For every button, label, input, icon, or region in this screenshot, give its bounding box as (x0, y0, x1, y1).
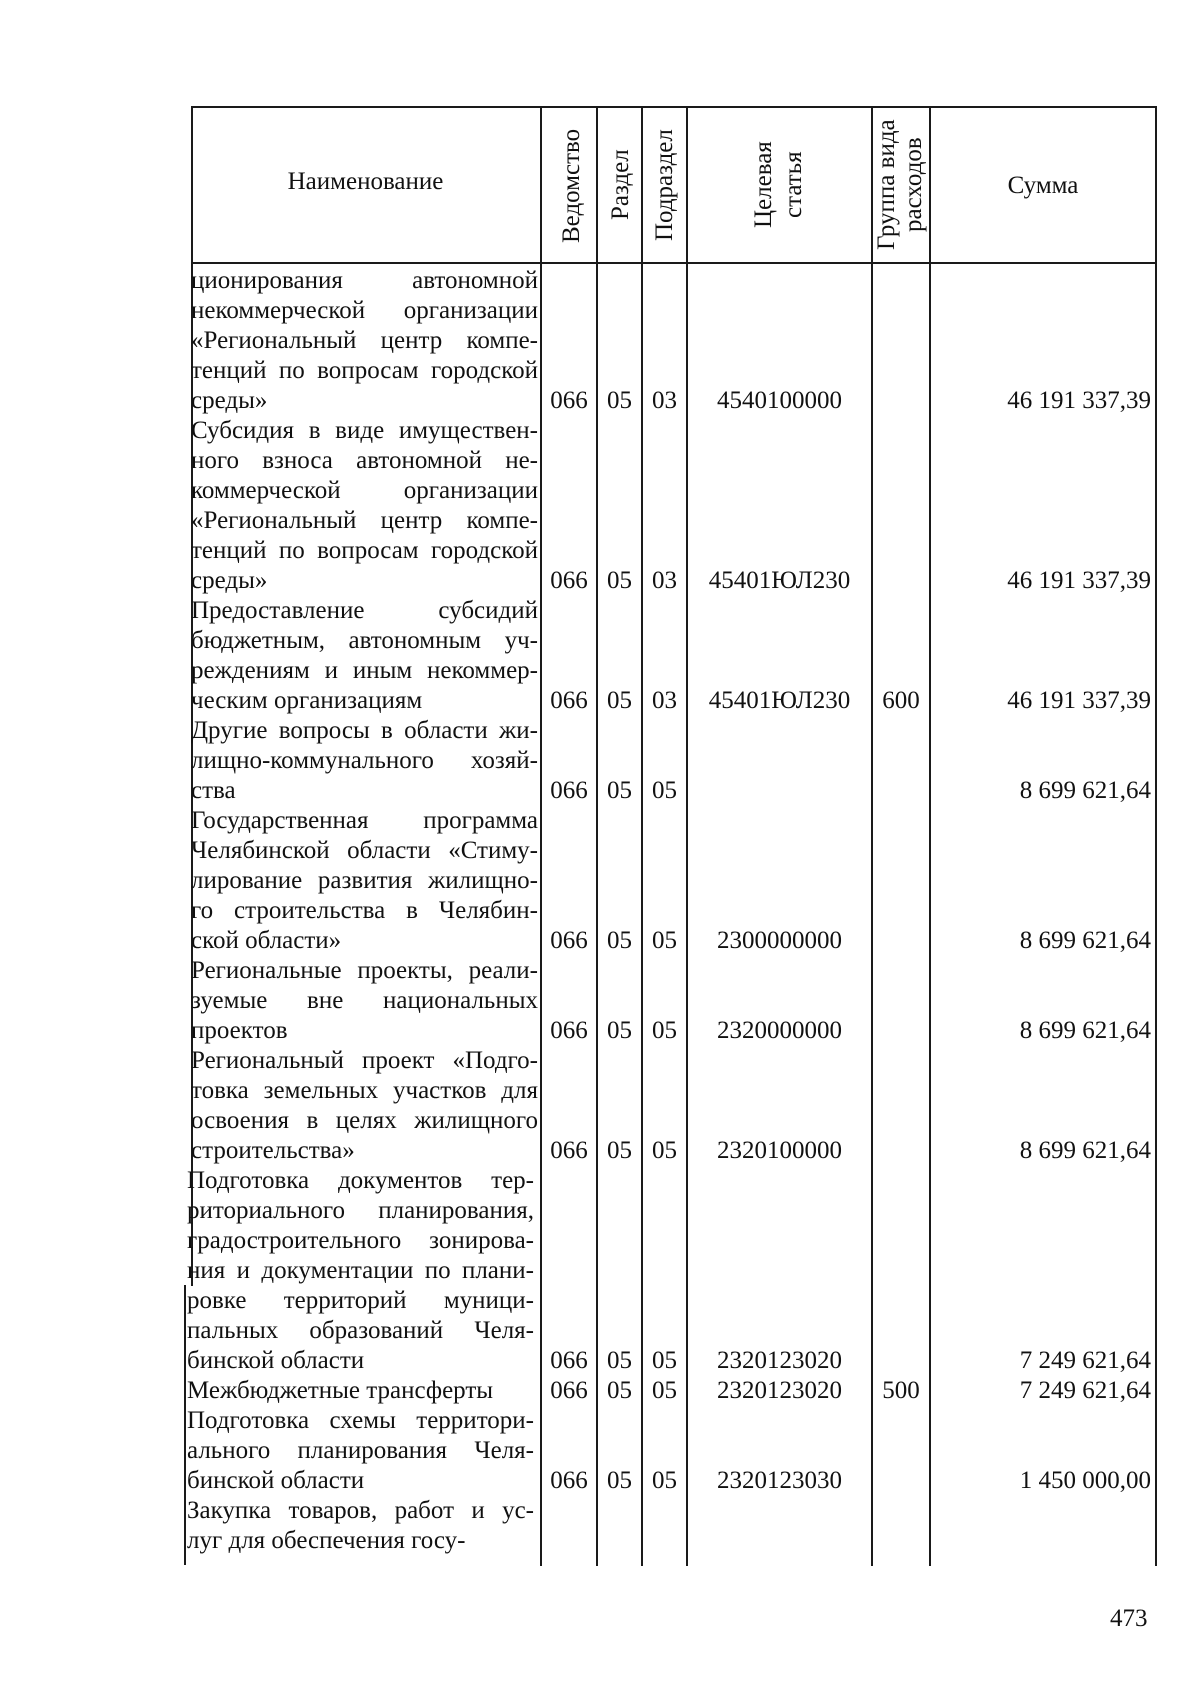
row-celevaya: 2320100000 (717, 1137, 842, 1164)
page-number: 473 (1110, 1605, 1148, 1632)
row-name-line: риториального планирования, (187, 1197, 534, 1224)
column-divider-right (1155, 106, 1157, 1566)
row-vedomstvo: 066 (550, 1017, 588, 1044)
row-name-line: некоммерческой организации (191, 297, 538, 324)
row-name-line: ровке территорий муници- (187, 1287, 534, 1314)
header-bottom-border (191, 262, 1157, 264)
row-podrazdel: 05 (652, 1347, 677, 1374)
row-name-line: градостроительного зонирова- (187, 1227, 534, 1254)
row-podrazdel: 05 (652, 1017, 677, 1044)
row-name-line: среды» (191, 387, 268, 414)
row-razdel: 05 (607, 687, 632, 714)
row-name-line: освоения в целях жилищного (191, 1107, 538, 1134)
row-name-line: тенций по вопросам городской (191, 537, 538, 564)
row-name-line: Подготовка схемы территори- (187, 1407, 534, 1434)
row-name-line: тенций по вопросам городской (191, 357, 538, 384)
row-summa: 8 699 621,64 (1019, 927, 1151, 954)
row-vedomstvo: 066 (550, 687, 588, 714)
row-podrazdel: 05 (652, 927, 677, 954)
row-vedomstvo: 066 (550, 1137, 588, 1164)
header-name: Наименование (287, 168, 444, 195)
row-name-line: лирование развития жилищно- (191, 867, 538, 894)
row-name-line: ного взноса автономной не- (191, 447, 538, 474)
header-gruppa-line2: расходов (900, 137, 927, 233)
row-podrazdel: 03 (652, 687, 677, 714)
row-name-line: ской области» (191, 927, 342, 954)
row-name (191, 416, 538, 596)
row-razdel: 05 (607, 777, 632, 804)
row-summa: 1 450 000,00 (1019, 1467, 1151, 1494)
row-vedomstvo: 066 (550, 387, 588, 414)
row-name-line: зуемые вне национальных (191, 987, 538, 1014)
row-summa: 46 191 337,39 (1007, 687, 1151, 714)
row-podrazdel: 05 (652, 1467, 677, 1494)
row-name-line: Челябинской области «Стиму- (191, 837, 538, 864)
row-celevaya: 45401ЮЛ230 (708, 567, 851, 594)
row-name (191, 1046, 538, 1166)
row-summa: 7 249 621,64 (1019, 1377, 1151, 1404)
row-celevaya: 2320000000 (717, 1017, 842, 1044)
row-podrazdel: 05 (652, 1377, 677, 1404)
row-name-line: товка земельных участков для (191, 1077, 538, 1104)
row-name-line: «Региональный центр компе- (191, 327, 538, 354)
row-razdel: 05 (607, 387, 632, 414)
row-name (191, 596, 538, 716)
row-name-line: Региональные проекты, реали- (191, 957, 538, 984)
row-name-line: пальных образований Челя- (187, 1317, 534, 1344)
row-razdel: 05 (607, 567, 632, 594)
row-podrazdel: 03 (652, 567, 677, 594)
row-celevaya: 4540100000 (717, 387, 842, 414)
row-name-line: бинской области (187, 1467, 365, 1494)
row-name-line: бинской области (187, 1347, 365, 1374)
row-name (191, 716, 538, 806)
row-vedomstvo: 066 (550, 567, 588, 594)
row-celevaya: 45401ЮЛ230 (708, 687, 851, 714)
row-razdel: 05 (607, 1347, 632, 1374)
row-gruppa: 600 (882, 687, 920, 714)
row-summa: 7 249 621,64 (1019, 1347, 1151, 1374)
row-name (191, 266, 538, 416)
row-name-line: ального планирования Челя- (187, 1437, 534, 1464)
row-name-line: реждениям и иным некоммер- (191, 657, 538, 684)
row-razdel: 05 (607, 1377, 632, 1404)
row-podrazdel: 05 (652, 1137, 677, 1164)
header-podrazdel: Подраздел (651, 129, 678, 242)
header-razdel: Раздел (607, 149, 634, 221)
row-name-line: строительства» (191, 1137, 355, 1164)
row-summa: 46 191 337,39 (1007, 387, 1151, 414)
row-name-line: Закупка товаров, работ и ус- (187, 1497, 534, 1524)
row-name-line: коммерческой организации (191, 477, 538, 504)
row-podrazdel: 05 (652, 777, 677, 804)
row-summa: 46 191 337,39 (1007, 567, 1151, 594)
row-vedomstvo: 066 (550, 1347, 588, 1374)
row-name-line: среды» (191, 567, 268, 594)
header-summa: Сумма (1007, 172, 1079, 199)
row-podrazdel: 03 (652, 387, 677, 414)
row-summa: 8 699 621,64 (1019, 777, 1151, 804)
row-name-line: Предоставление субсидий (191, 597, 538, 624)
row-name-line: Региональный проект «Подго- (191, 1047, 538, 1074)
row-name-line: го строительства в Челябин- (191, 897, 538, 924)
row-name (187, 1496, 534, 1556)
row-name-line: бюджетным, автономным уч- (191, 627, 538, 654)
row-name-line: проектов (191, 1017, 288, 1044)
header-celevaya-line2: статья (780, 151, 807, 219)
row-razdel: 05 (607, 1137, 632, 1164)
row-name-line: «Региональный центр компе- (191, 507, 538, 534)
row-razdel: 05 (607, 927, 632, 954)
row-vedomstvo: 066 (550, 1467, 588, 1494)
row-name (187, 1406, 534, 1496)
row-name-line: ния и документации по плани- (187, 1257, 534, 1284)
row-celevaya: 2320123020 (717, 1377, 842, 1404)
header-celevaya-line1: Целевая (750, 141, 777, 229)
row-name-line: ства (191, 777, 236, 804)
row-celevaya: 2320123020 (717, 1347, 842, 1374)
row-name-line: Государственная программа (191, 807, 538, 834)
row-vedomstvo: 066 (550, 1377, 588, 1404)
column-divider-celevaya (871, 106, 873, 1566)
row-name-line: Субсидия в виде имуществен- (191, 417, 538, 444)
table-top-border (191, 106, 1157, 108)
row-name (191, 806, 538, 956)
row-razdel: 05 (607, 1467, 632, 1494)
row-summa: 8 699 621,64 (1019, 1137, 1151, 1164)
row-vedomstvo: 066 (550, 777, 588, 804)
row-name-line: Межбюджетные трансферты (187, 1377, 494, 1404)
row-celevaya: 2300000000 (717, 927, 842, 954)
row-summa: 8 699 621,64 (1019, 1017, 1151, 1044)
row-name (187, 1166, 534, 1376)
row-name-line: ческим организациям (191, 687, 423, 714)
row-celevaya: 2320123030 (717, 1467, 842, 1494)
row-name-line: Подготовка документов тер- (187, 1167, 534, 1194)
row-name-line: Другие вопросы в области жи- (191, 717, 538, 744)
row-name-line: ционирования автономной (191, 267, 538, 294)
row-vedomstvo: 066 (550, 927, 588, 954)
row-name-line: луг для обеспечения госу- (187, 1527, 466, 1554)
header-gruppa-line1: Группа вида (873, 119, 900, 251)
row-name (191, 956, 538, 1046)
row-gruppa: 500 (882, 1377, 920, 1404)
row-name (187, 1376, 534, 1406)
row-name-line: лищно-коммунального хозяй- (191, 747, 538, 774)
row-razdel: 05 (607, 1017, 632, 1044)
header-vedomstvo: Ведомство (558, 128, 585, 243)
column-divider-left-lower (184, 1285, 186, 1565)
